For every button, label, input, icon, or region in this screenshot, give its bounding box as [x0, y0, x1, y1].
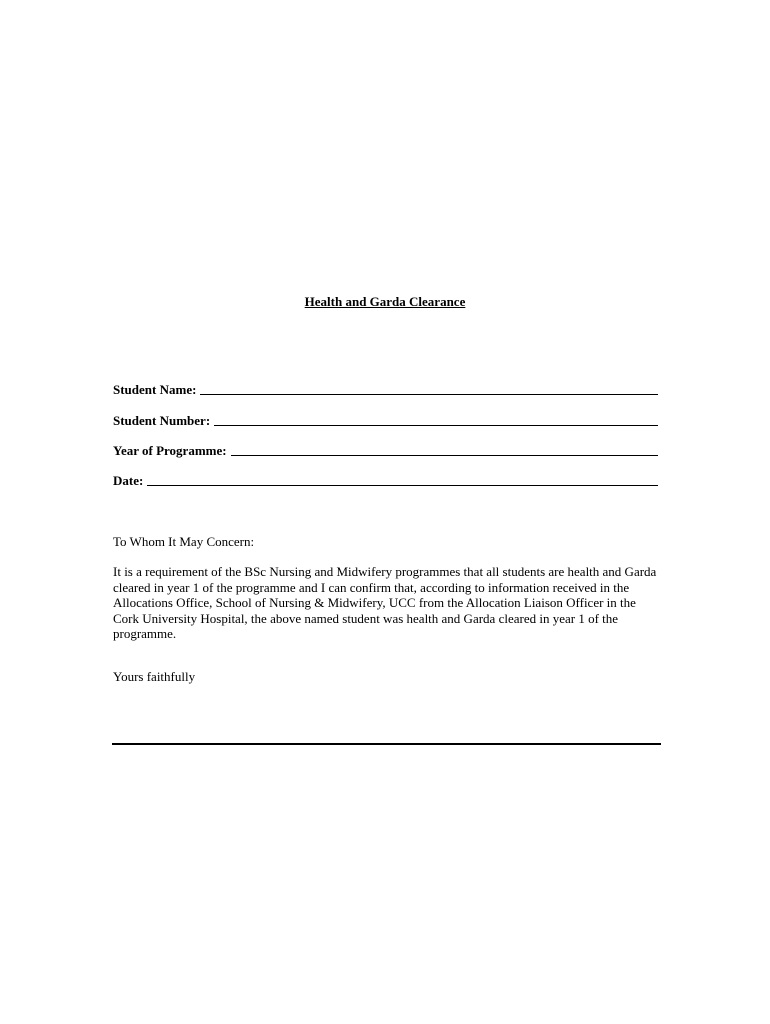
date-blank-line[interactable]	[147, 471, 658, 486]
student-number-field[interactable]	[113, 411, 658, 429]
salutation: To Whom It May Concern:	[113, 534, 255, 549]
signature-line	[112, 743, 661, 745]
document-title: Health and Garda Clearance	[304, 294, 466, 309]
year-of-programme-label: Year of Programme:	[113, 443, 227, 458]
closing: Yours faithfully	[113, 669, 196, 684]
date-label: Date:	[113, 473, 144, 488]
student-number-label: Student Number:	[113, 413, 211, 428]
student-name-field[interactable]	[113, 380, 658, 398]
student-number-blank-line[interactable]	[214, 411, 658, 426]
student-name-blank-line[interactable]	[200, 380, 658, 395]
year-of-programme-field[interactable]	[113, 441, 658, 459]
year-of-programme-blank-line[interactable]	[231, 441, 658, 456]
body-paragraph: It is a requirement of the BSc Nursing and Midwifery programmes that all students are health and Garda cleared in year 1 of the programme and I can confirm that, according to information received in the Allocations Office, School of Nursing & Midwifery, UCC from the Allocation Liaison Officer in the Cork University Hospital, the above named student was health and Garda cleared in year 1 of the programme.	[113, 564, 657, 641]
date-field[interactable]	[113, 471, 658, 489]
student-name-label: Student Name:	[113, 382, 197, 397]
